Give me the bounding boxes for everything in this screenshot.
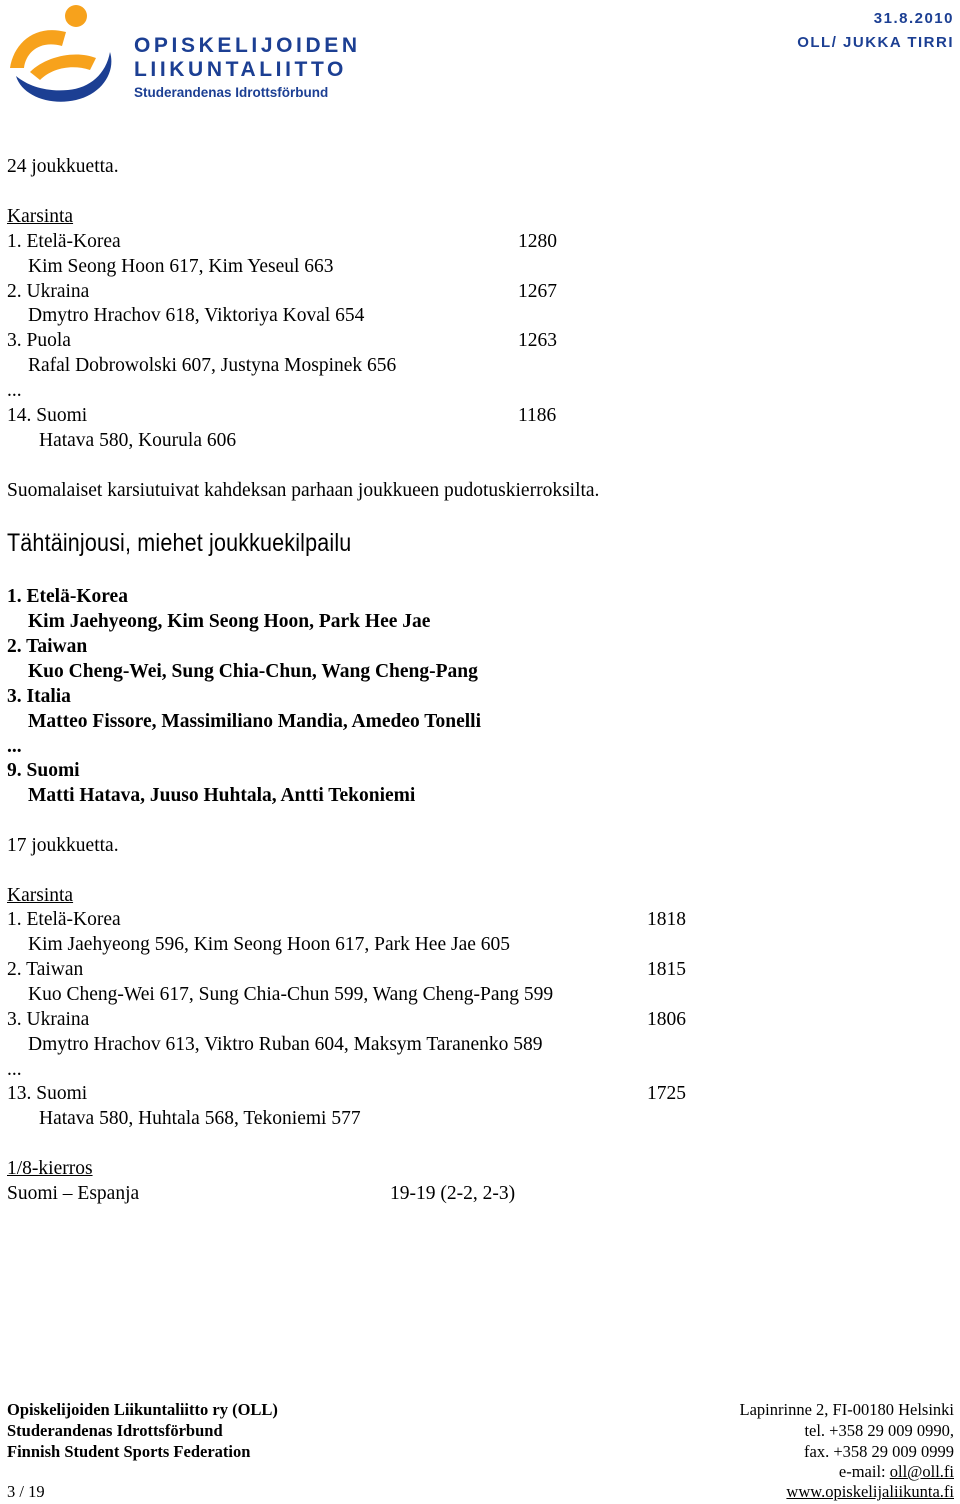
footer-org-name-sv: Studerandenas Idrottsförbund [7,1421,223,1440]
footer-website-link[interactable]: www.opiskelijaliikunta.fi [786,1482,954,1501]
finnish-score: 1725 [647,1083,686,1104]
result-members: Kim Jaehyeong 596, Kim Seong Hoon 617, Park Hee Jae 605 [28,934,511,955]
oll-logo-icon [6,2,124,104]
result-members: Kuo Cheng-Wei 617, Sung Chia-Chun 599, Wang Cheng-Pang 599 [28,984,554,1005]
footer-email-link[interactable]: oll@oll.fi [889,1462,954,1481]
match-teams: Suomi – Espanja [7,1183,140,1204]
document-author: OLL/ JUKKA TIRRI [797,34,954,51]
result-rank: 3. Puola [7,330,71,351]
final-members: Matteo Fissore, Massimiliano Mandia, Amedeo Tonelli [28,711,482,732]
final-members: Kuo Cheng-Wei, Sung Chia-Chun, Wang Cheng-Pang [28,661,478,682]
result-rank: 2. Ukraina [7,281,90,302]
result-rank: 3. Ukraina [7,1009,90,1030]
finnish-members: Hatava 580, Kourula 606 [39,430,237,451]
footer-org-name-en: Finnish Student Sports Federation [7,1442,251,1461]
result-rank: 2. Taiwan [7,959,84,980]
ellipsis: ... [7,1059,22,1080]
result-rank: 1. Etelä-Korea [7,909,121,930]
result-rank: 1. Etelä-Korea [7,231,121,252]
ellipsis: ... [7,736,22,757]
result-score: 1267 [518,281,557,302]
footer-address: Lapinrinne 2, FI-00180 Helsinki [739,1400,954,1419]
result-members: Rafal Dobrowolski 607, Justyna Mospinek 656 [28,355,397,376]
final-rank: 1. Etelä-Korea [7,586,128,607]
result-score: 1815 [647,959,686,980]
final-finnish-members: Matti Hatava, Juuso Huhtala, Antti Tekoniemi [28,785,416,806]
result-score: 1806 [647,1009,686,1030]
page-number: 3 / 19 [7,1482,45,1501]
round-label: 1/8-kierros [7,1158,93,1179]
summary-text: Suomalaiset karsiutuivat kahdeksan parhaan joukkueen pudotuskierroksilta. [7,480,600,501]
result-score: 1818 [647,909,686,930]
result-members: Dmytro Hrachov 618, Viktoriya Koval 654 [28,305,365,326]
match-result: 19-19 (2-2, 2-3) [390,1183,516,1204]
final-rank: 2. Taiwan [7,636,88,657]
org-name-line2: LIIKUNTALIITTO [134,58,347,81]
team-count: 17 joukkuetta. [7,835,119,856]
result-members: Dmytro Hrachov 613, Viktro Ruban 604, Maksym Taranenko 589 [28,1034,543,1055]
qualification-label: Karsinta [7,206,74,227]
document-date: 31.8.2010 [873,10,954,27]
final-finnish-rank: 9. Suomi [7,760,80,781]
finnish-rank: 14. Suomi [7,405,88,426]
final-rank: 3. Italia [7,686,71,707]
qualification-label: Karsinta [7,885,74,906]
result-members: Kim Seong Hoon 617, Kim Yeseul 663 [28,256,334,277]
logo [6,2,361,104]
org-name-line3: Studerandenas Idrottsförbund [134,85,329,100]
result-score: 1263 [518,330,557,351]
footer-email-line [839,1461,954,1482]
footer-fax: fax. +358 29 009 0999 [804,1442,954,1461]
final-members: Kim Jaehyeong, Kim Seong Hoon, Park Hee Jae [28,611,431,632]
team-count: 24 joukkuetta. [7,156,119,177]
footer-email-label: e-mail: [838,1462,890,1481]
org-name-line1: OPISKELIJOIDEN [134,34,361,57]
ellipsis: ... [7,380,22,401]
result-score: 1280 [518,231,557,252]
footer-phone: tel. +358 29 009 0990, [804,1421,954,1440]
footer-org-name: Opiskelijoiden Liikuntaliitto ry (OLL) [7,1400,278,1419]
section-heading: Tähtäinjousi, miehet joukkuekilpailu [7,529,352,557]
finnish-rank: 13. Suomi [7,1083,88,1104]
finnish-members: Hatava 580, Huhtala 568, Tekoniemi 577 [39,1108,361,1129]
finnish-score: 1186 [518,405,557,426]
